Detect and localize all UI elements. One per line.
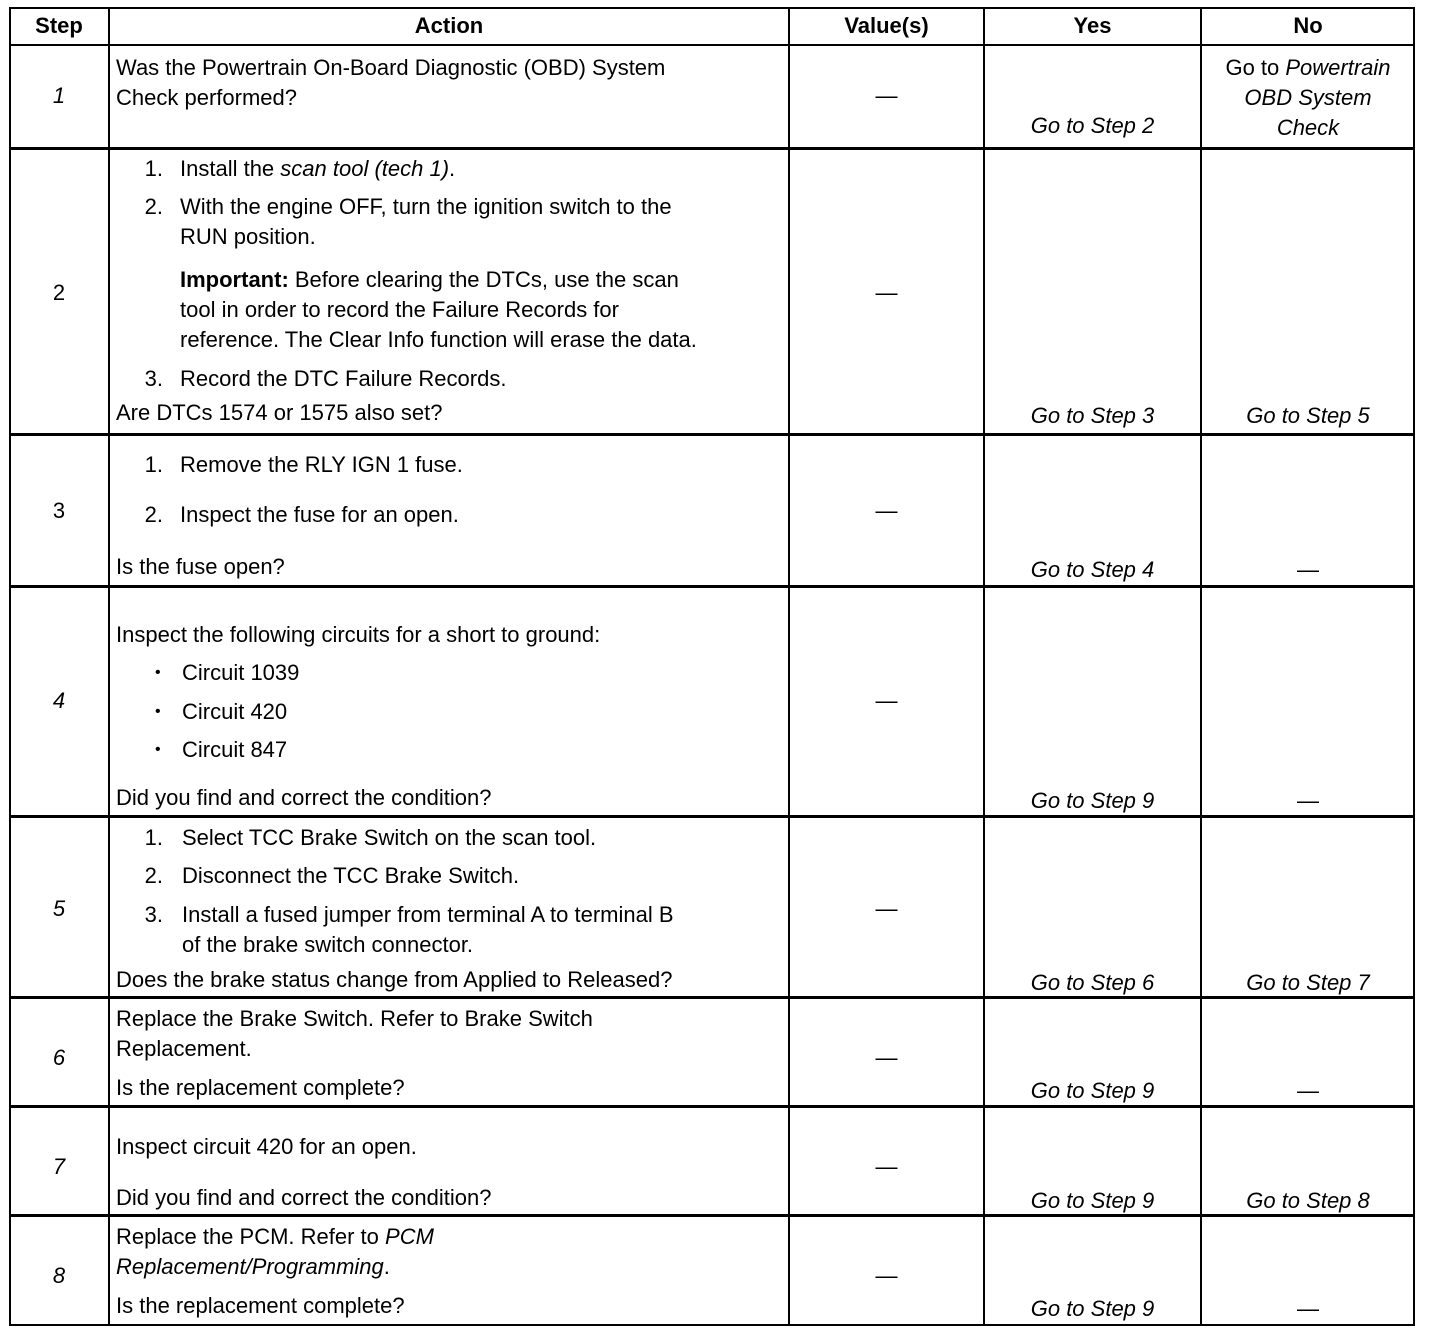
action-question: Does the brake status change from Applied to Released? xyxy=(116,967,673,992)
action-text-part: . xyxy=(383,1254,390,1279)
list-number: 3. xyxy=(144,366,163,391)
value-dash: — xyxy=(875,498,898,523)
action-text: Inspect the following circuits for a short to ground: xyxy=(116,622,601,647)
important-text: reference. The Clear Info function will erase the data. xyxy=(180,327,697,352)
bullet: • xyxy=(155,741,161,758)
action-text-part: Install the xyxy=(180,156,281,181)
header-no: No xyxy=(1293,13,1323,38)
header-values: Value(s) xyxy=(844,13,929,38)
action-text xyxy=(116,1222,434,1252)
list-number: 2. xyxy=(144,502,163,527)
action-text-italic: scan tool (tech 1) xyxy=(280,156,450,181)
important-note xyxy=(180,265,679,295)
value-dash: — xyxy=(875,83,898,108)
action-text: RUN position. xyxy=(180,224,316,249)
action-text: Inspect circuit 420 for an open. xyxy=(116,1134,417,1159)
action-question: Is the fuse open? xyxy=(116,554,285,579)
column-divider xyxy=(108,7,110,1326)
table-row xyxy=(9,818,1415,997)
action-text: Inspect the fuse for an open. xyxy=(180,502,459,527)
action-text: Was the Powertrain On-Board Diagnostic (OBD) System xyxy=(116,55,666,80)
action-text: of the brake switch connector. xyxy=(182,932,474,957)
action-text: Replacement. xyxy=(116,1036,252,1061)
value-dash: — xyxy=(875,1045,898,1070)
table-row xyxy=(9,436,1415,586)
table-row xyxy=(9,45,1415,148)
action-text-italic: Replacement/Programming xyxy=(116,1254,384,1279)
list-number: 2. xyxy=(144,863,163,888)
action-question: Is the replacement complete? xyxy=(116,1075,405,1100)
table-row xyxy=(9,1108,1415,1215)
list-number: 3. xyxy=(144,902,163,927)
no-link: Powertrain xyxy=(1285,55,1391,80)
list-number: 1. xyxy=(144,825,163,850)
action-text: Select TCC Brake Switch on the scan tool. xyxy=(182,825,597,850)
table-row xyxy=(9,999,1415,1106)
step-number: 2 xyxy=(52,280,66,305)
header-row xyxy=(9,7,1415,45)
circuit-item: Circuit 847 xyxy=(182,737,288,762)
list-number: 1. xyxy=(144,156,163,181)
step-number: 3 xyxy=(52,498,66,523)
no-go-to-step: Go to Step 5 xyxy=(1246,403,1370,428)
step-number: 4 xyxy=(52,688,66,713)
no-dash: — xyxy=(1297,1078,1319,1103)
action-text-italic: PCM xyxy=(385,1224,434,1249)
value-dash: — xyxy=(875,896,898,921)
action-text xyxy=(116,1252,390,1282)
yes-go-to-step: Go to Step 4 xyxy=(1030,557,1155,582)
action-text: Record the DTC Failure Records. xyxy=(180,366,507,391)
important-label: Important: xyxy=(180,267,289,292)
step-number: 5 xyxy=(52,896,66,921)
bullet: • xyxy=(155,703,161,720)
step-number: 6 xyxy=(52,1045,66,1070)
table-row xyxy=(9,588,1415,816)
value-dash: — xyxy=(875,1154,898,1179)
circuit-item: Circuit 1039 xyxy=(182,660,300,685)
yes-go-to-step: Go to Step 9 xyxy=(1030,1188,1155,1213)
action-text: Disconnect the TCC Brake Switch. xyxy=(182,863,520,888)
value-dash: — xyxy=(875,688,898,713)
action-text xyxy=(180,154,455,184)
value-dash: — xyxy=(875,1263,898,1288)
no-text: Go to xyxy=(1225,55,1286,80)
important-text: tool in order to record the Failure Records for xyxy=(180,297,619,322)
yes-go-to-step: Go to Step 3 xyxy=(1030,403,1155,428)
list-number: 2. xyxy=(144,194,163,219)
list-number: 1. xyxy=(144,452,163,477)
step-number: 7 xyxy=(52,1154,66,1179)
header-step: Step xyxy=(35,13,83,38)
action-question: Is the replacement complete? xyxy=(116,1293,405,1318)
column-divider xyxy=(788,7,790,1326)
action-text-part: . xyxy=(449,156,456,181)
no-link: Check xyxy=(1276,115,1340,140)
action-text: Remove the RLY IGN 1 fuse. xyxy=(180,452,463,477)
yes-go-to-step: Go to Step 9 xyxy=(1030,1078,1155,1103)
table-row xyxy=(9,150,1415,434)
no-dash: — xyxy=(1297,1296,1319,1321)
action-question: Are DTCs 1574 or 1575 also set? xyxy=(116,400,443,425)
yes-go-to-step: Go to Step 9 xyxy=(1030,788,1155,813)
action-text: Replace the Brake Switch. Refer to Brake Switch xyxy=(116,1006,593,1031)
yes-go-to-step: Go to Step 6 xyxy=(1030,970,1155,995)
no-dash: — xyxy=(1297,788,1319,813)
yes-go-to-step: Go to Step 2 xyxy=(1030,113,1155,138)
no-go-to-check xyxy=(1201,53,1415,83)
action-text-part: Replace the PCM. Refer to xyxy=(116,1224,386,1249)
action-text: Install a fused jumper from terminal A to terminal B xyxy=(182,902,674,927)
table-row xyxy=(9,1217,1415,1326)
column-divider xyxy=(983,7,985,1326)
no-go-to-step: Go to Step 8 xyxy=(1246,1188,1370,1213)
important-text: Before clearing the DTCs, use the scan xyxy=(288,267,679,292)
header-yes: Yes xyxy=(1073,13,1112,38)
no-go-to-step: Go to Step 7 xyxy=(1246,970,1370,995)
action-question: Did you find and correct the condition? xyxy=(116,785,492,810)
step-number: 8 xyxy=(52,1263,66,1288)
action-text: With the engine OFF, turn the ignition switch to the xyxy=(180,194,672,219)
step-number: 1 xyxy=(52,83,66,108)
action-text: Check performed? xyxy=(116,85,297,110)
yes-go-to-step: Go to Step 9 xyxy=(1030,1296,1155,1321)
header-action: Action xyxy=(414,13,484,38)
no-dash: — xyxy=(1297,557,1319,582)
column-divider xyxy=(1200,7,1202,1326)
bullet: • xyxy=(155,664,161,681)
value-dash: — xyxy=(875,280,898,305)
circuit-item: Circuit 420 xyxy=(182,699,288,724)
action-question: Did you find and correct the condition? xyxy=(116,1185,492,1210)
no-link: OBD System xyxy=(1244,85,1372,110)
